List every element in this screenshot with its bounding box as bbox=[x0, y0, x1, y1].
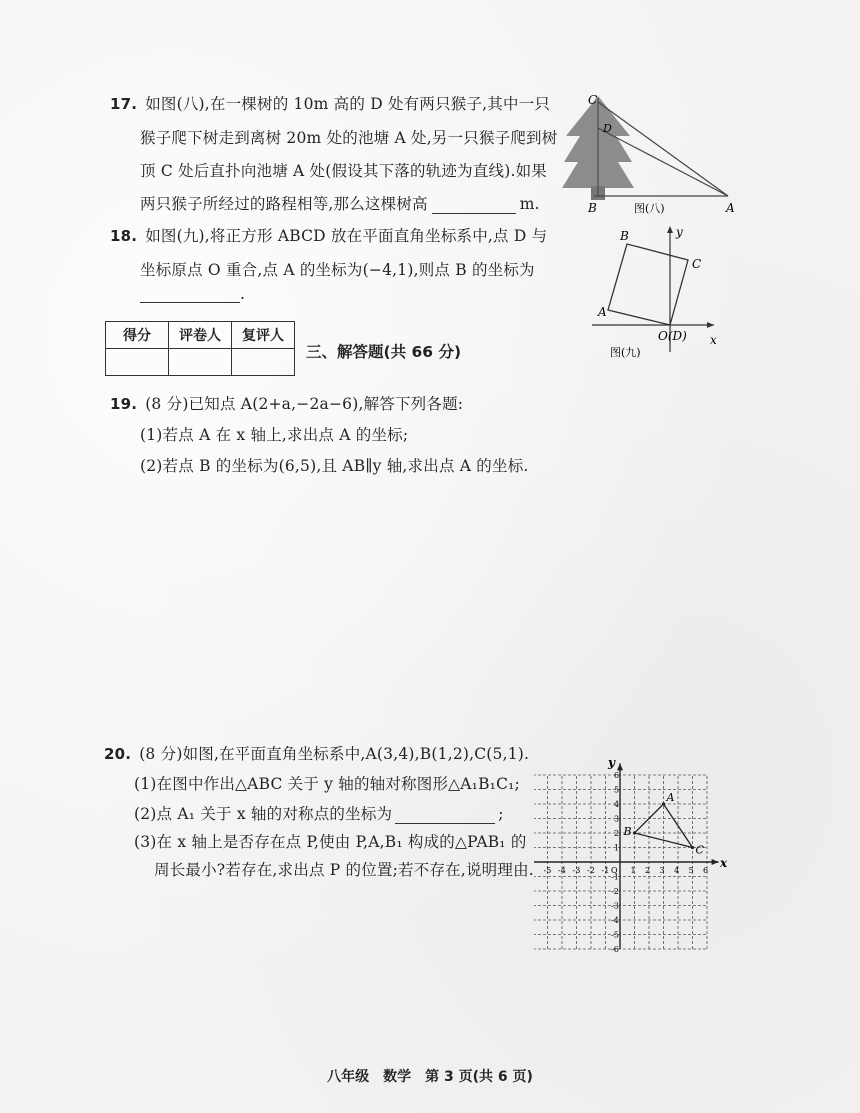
q17-text-1: 如图(八),在一棵树的 10m 高的 D 处有两只猴子,其中一只 bbox=[145, 95, 551, 113]
fig8-caption: 图(八) bbox=[634, 202, 665, 215]
y-tick-label: 2 bbox=[614, 829, 620, 838]
vertex-label: A bbox=[666, 791, 675, 804]
x-tick-label: -5 bbox=[543, 866, 552, 875]
q18-line-3 bbox=[140, 285, 245, 303]
x-tick-label: -4 bbox=[558, 866, 566, 875]
section-title: 三、解答题(共 66 分) bbox=[306, 343, 462, 361]
triangle-vertex bbox=[662, 802, 665, 805]
triangle-vertex bbox=[633, 831, 636, 834]
y-tick-label: -5 bbox=[611, 930, 619, 940]
x-tick-label: 2 bbox=[645, 866, 651, 875]
figure-8 bbox=[558, 88, 738, 218]
fig9-caption: 图(九) bbox=[610, 346, 641, 359]
y-tick-label: 6 bbox=[614, 771, 620, 780]
q17-text-4: 两只猴子所经过的路程相等,那么这棵树高 bbox=[140, 195, 428, 213]
fig9-label-b: B bbox=[620, 229, 629, 243]
y-tick-label: -1 bbox=[611, 872, 619, 882]
x-tick-label: -1 bbox=[601, 866, 610, 875]
q18-line-2: 坐标原点 O 重合,点 A 的坐标为(−4,1),则点 B 的坐标为 bbox=[140, 261, 535, 279]
fig9-label-origin: O(D) bbox=[658, 329, 687, 343]
y-tick-label: 1 bbox=[614, 843, 620, 853]
q20-coordinate-grid[interactable] bbox=[534, 752, 744, 974]
y-tick-label: -6 bbox=[611, 945, 619, 954]
q17-line-2: 猴子爬下树走到离树 20m 处的池塘 A 处,另一只猴子爬到树 bbox=[140, 129, 558, 147]
q19-part-2: (2)若点 B 的坐标为(6,5),且 AB∥y 轴,求出点 A 的坐标. bbox=[140, 457, 529, 475]
q18-end: . bbox=[240, 285, 246, 303]
score-header-score: 得分 bbox=[106, 322, 169, 349]
vertex-label: C bbox=[695, 843, 704, 857]
q20-part-1: (1)在图中作出△ABC 关于 y 轴的轴对称图形△A₁B₁C₁; bbox=[134, 775, 520, 793]
y-tick-label: -2 bbox=[611, 887, 619, 896]
q20-number: 20. bbox=[104, 745, 132, 763]
score-table bbox=[105, 321, 295, 376]
fig9-label-x: x bbox=[710, 333, 717, 347]
reviewer-cell[interactable] bbox=[232, 349, 295, 376]
y-tick-label: -3 bbox=[611, 901, 619, 911]
y-axis-arrow-icon bbox=[617, 763, 623, 770]
q20-answer-blank[interactable] bbox=[395, 809, 495, 824]
x-tick-label: 6 bbox=[703, 866, 709, 875]
grader-cell[interactable] bbox=[169, 349, 232, 376]
fig9-label-a: A bbox=[598, 305, 607, 319]
x-tick-label: -3 bbox=[572, 866, 581, 875]
q17-line-3: 顶 C 处后直扑向池塘 A 处(假设其下落的轨迹为直线).如果 bbox=[140, 162, 547, 180]
q19-line-1 bbox=[110, 392, 463, 414]
q17-number: 17. bbox=[110, 95, 138, 113]
q20-part-2-text: (2)点 A₁ 关于 x 轴的对称点的坐标为 bbox=[134, 805, 393, 823]
q20-line-1 bbox=[104, 742, 529, 764]
q18-line-1 bbox=[110, 224, 547, 246]
y-tick-label: 4 bbox=[614, 800, 620, 809]
q20-stem: (8 分)如图,在平面直角坐标系中,A(3,4),B(1,2),C(5,1). bbox=[139, 745, 530, 763]
y-tick-label: 3 bbox=[614, 814, 620, 824]
x-tick-label: -2 bbox=[587, 866, 595, 875]
q20-part-2 bbox=[134, 802, 504, 824]
x-axis-label: x bbox=[720, 856, 728, 870]
q19-stem: (8 分)已知点 A(2+a,−2a−6),解答下列各题: bbox=[145, 395, 464, 413]
score-cell[interactable] bbox=[106, 349, 169, 376]
triangle-vertex bbox=[691, 846, 694, 849]
y-tick-label: -4 bbox=[611, 916, 619, 925]
x-tick-label: 1 bbox=[630, 866, 636, 875]
fig8-label-a: A bbox=[726, 201, 735, 215]
q17-answer-blank[interactable] bbox=[432, 199, 516, 214]
q20-part-3-cont: 周长最小?若存在,求出点 P 的位置;若不存在,说明理由. bbox=[154, 861, 534, 879]
y-axis-label: y bbox=[608, 755, 615, 770]
fig8-label-d: D bbox=[603, 122, 612, 135]
x-tick-label: O bbox=[611, 866, 618, 875]
y-tick-label: 5 bbox=[614, 785, 620, 795]
page-footer: 八年级 数学 第 3 页(共 6 页) bbox=[327, 1069, 533, 1085]
x-tick-label: 3 bbox=[659, 866, 665, 875]
bleed-through bbox=[120, 552, 760, 652]
q18-number: 18. bbox=[110, 227, 138, 245]
fig8-label-c: C bbox=[588, 93, 598, 107]
score-header-reviewer: 复评人 bbox=[232, 322, 295, 349]
q17-line-4 bbox=[140, 192, 540, 214]
q17-unit: m. bbox=[519, 195, 540, 213]
vertex-label: B bbox=[623, 825, 632, 838]
q17-line-1 bbox=[110, 92, 550, 114]
q18-text-1: 如图(九),将正方形 ABCD 放在平面直角坐标系中,点 D 与 bbox=[145, 227, 548, 245]
q18-answer-blank[interactable] bbox=[140, 288, 240, 303]
score-header-grader: 评卷人 bbox=[169, 322, 232, 349]
q20-part-2-end: ; bbox=[498, 805, 504, 823]
fig9-label-y: y bbox=[676, 225, 683, 239]
figure-9 bbox=[590, 222, 730, 362]
x-tick-label: 4 bbox=[674, 866, 680, 875]
fig8-label-b: B bbox=[588, 201, 597, 215]
x-axis-arrow-icon bbox=[712, 859, 719, 865]
q19-number: 19. bbox=[110, 395, 138, 413]
q20-part-3: (3)在 x 轴上是否存在点 P,使由 P,A,B₁ 构成的△PAB₁ 的 bbox=[134, 833, 527, 851]
triangle-abc bbox=[635, 804, 693, 848]
x-tick-label: 5 bbox=[688, 866, 694, 875]
fig9-label-c: C bbox=[692, 257, 702, 271]
q19-part-1: (1)若点 A 在 x 轴上,求出点 A 的坐标; bbox=[140, 426, 409, 444]
